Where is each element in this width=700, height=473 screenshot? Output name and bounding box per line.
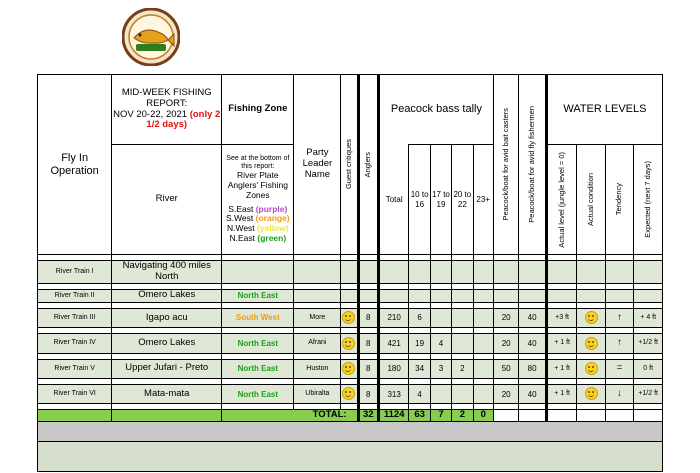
per-boat-bait-header: Peacock/boat for avid bait casters [493,75,518,255]
tally-total [378,289,409,302]
tally-17-19 [430,289,451,302]
party-leader: More [294,308,341,327]
anglers-count: 8 [358,385,378,404]
totals-blank [519,410,546,422]
actual-level: + 1 ft [546,385,577,404]
tally-10-16: 4 [409,385,430,404]
zone-name: North East [222,334,294,353]
water-levels-header: WATER LEVELS [546,75,662,145]
river-name: Navigating 400 miles North [112,261,222,284]
tendency-arrow-icon: ↓ [605,385,633,404]
smiley-icon [585,337,598,350]
tally-10-16 [409,261,430,284]
totals-blank [112,410,222,422]
table-row [38,334,663,353]
expected-header: Expected (next 7 days) [634,145,663,255]
actual-level [546,261,577,284]
actual-condition [577,359,605,378]
anglers-count: 8 [358,334,378,353]
expected-level: + 4 ft [634,308,663,327]
tendency-arrow-icon [605,261,633,284]
tally-20-22: 2 [452,359,473,378]
guest-critique [341,334,358,353]
guest-critique [341,308,358,327]
per-boat-fly: 40 [519,334,546,353]
party-leader [294,289,341,302]
zone-name: North East [222,289,294,302]
table-row [38,385,663,404]
fly-in-header: Fly In Operation [38,75,112,255]
party-leader-header: Party Leader Name [294,75,341,255]
zone-name: North East [222,359,294,378]
guest-critique [341,385,358,404]
tally-20-22 [452,261,473,284]
tally-total: 313 [378,385,409,404]
smiley-icon [342,311,355,324]
tally-10-16: 6 [409,308,430,327]
party-leader: Huston [294,359,341,378]
anglers-header: Anglers [358,75,378,255]
anglers-count: 8 [358,359,378,378]
table-row [38,261,663,284]
anglers-count [358,261,378,284]
tally-20-22 [452,385,473,404]
river-name: Omero Lakes [112,289,222,302]
tally-23-plus [473,289,493,302]
actual-level: + 1 ft [546,334,577,353]
totals-blank [634,410,663,422]
totals-anglers: 32 [358,410,378,422]
actual-level [546,289,577,302]
tally-total: 421 [378,334,409,353]
per-boat-bait: 20 [493,308,518,327]
tally-23-plus [473,334,493,353]
smiley-icon [585,362,598,375]
total-header: Total [378,145,409,255]
size-17-19-header: 17 to 19 [430,145,451,255]
per-boat-fly: 80 [519,359,546,378]
tally-20-22 [452,308,473,327]
per-boat-bait: 20 [493,334,518,353]
party-leader: Afrani [294,334,341,353]
smiley-icon [585,311,598,324]
per-boat-fly [519,261,546,284]
tally-10-16: 34 [409,359,430,378]
tendency-arrow-icon: ↑ [605,334,633,353]
actual-condition [577,334,605,353]
tendency-header: Tendency [605,145,633,255]
tally-total: 180 [378,359,409,378]
train-name: River Train II [38,289,112,302]
river-name: Igapo acu [112,308,222,327]
footer-light-band [38,442,663,472]
guest-critique [341,289,358,302]
actual-level-header: Actual level (jungle level = 0) [546,145,577,255]
per-boat-fly-header: Peacock/boat for avid fly fishermen [519,75,546,255]
size-10-16-header: 10 to 16 [409,145,430,255]
per-boat-fly: 40 [519,385,546,404]
totals-s4: 0 [473,410,493,422]
per-boat-fly [519,289,546,302]
totals-s3: 2 [452,410,473,422]
anglers-count: 8 [358,308,378,327]
report-note: (only 2 1/2 days) [146,108,221,131]
zone-name: North East [222,385,294,404]
actual-condition [577,289,605,302]
report-dates: NOV 20-22, 2021 [113,108,188,120]
zone-name [222,261,294,284]
smiley-icon [585,387,598,400]
guest-critiques-header: Guest critiques [341,75,358,255]
tally-10-16: 19 [409,334,430,353]
tally-17-19: 4 [430,334,451,353]
tally-17-19 [430,385,451,404]
actual-level: + 1 ft [546,359,577,378]
train-name: River Train IV [38,334,112,353]
river-header: River [112,145,222,255]
tally-23-plus [473,359,493,378]
tally-23-plus [473,308,493,327]
smiley-icon [342,337,355,350]
report-title: MID-WEEK FISHING REPORT: [121,86,212,109]
per-boat-fly: 40 [519,308,546,327]
expected-level: +1/2 ft [634,385,663,404]
river-name: Upper Jufari - Preto [112,359,222,378]
river-name: Omero Lakes [112,334,222,353]
per-boat-bait [493,261,518,284]
smiley-icon [342,387,355,400]
per-boat-bait: 50 [493,359,518,378]
smiley-icon [342,362,355,375]
zone-doc: River Plate Anglers' Fishing Zones [227,170,288,200]
totals-total: 1124 [378,410,409,422]
table-row [38,308,663,327]
actual-condition [577,308,605,327]
tally-17-19 [430,308,451,327]
train-name: River Train V [38,359,112,378]
zone-name: South West [222,308,294,327]
zone-list: S.East (purple) S.West (orange) N.West (yellow) N.East (green) [226,203,290,243]
tally-10-16 [409,289,430,302]
zone-legend [222,145,294,255]
tally-23-plus [473,385,493,404]
expected-level: +1/2 ft [634,334,663,353]
party-leader: Ubiralta [294,385,341,404]
tally-20-22 [452,334,473,353]
tally-total [378,261,409,284]
report-title-cell [112,75,222,145]
actual-condition [577,261,605,284]
totals-blank [546,410,577,422]
party-leader [294,261,341,284]
river-name: Mata-mata [112,385,222,404]
guest-critique [341,261,358,284]
tally-header: Peacock bass tally [378,75,493,145]
tendency-arrow-icon: = [605,359,633,378]
per-boat-bait [493,289,518,302]
actual-condition-header: Actual condition [577,145,605,255]
tally-20-22 [452,289,473,302]
totals-blank [493,410,518,422]
expected-level [634,261,663,284]
tendency-arrow-icon: ↑ [605,308,633,327]
totals-blank [38,410,112,422]
table-row [38,359,663,378]
train-name: River Train I [38,261,112,284]
expected-level [634,289,663,302]
footer-gray-band [38,422,663,442]
tendency-arrow-icon [605,289,633,302]
anglers-count [358,289,378,302]
totals-blank [605,410,633,422]
tally-17-19 [430,261,451,284]
totals-s1: 63 [409,410,430,422]
expected-level: 0 ft [634,359,663,378]
size-23-header: 23+ [473,145,493,255]
fishing-zone-header: Fishing Zone [222,75,294,145]
train-name: River Train VI [38,385,112,404]
per-boat-bait: 20 [493,385,518,404]
tally-23-plus [473,261,493,284]
train-name: River Train III [38,308,112,327]
tally-17-19: 3 [430,359,451,378]
guest-critique [341,359,358,378]
actual-condition [577,385,605,404]
totals-blank [577,410,605,422]
size-20-22-header: 20 to 22 [452,145,473,255]
actual-level: +3 ft [546,308,577,327]
fishing-report-table [37,74,663,472]
river-plate-logo [122,8,180,66]
tally-total: 210 [378,308,409,327]
table-row [38,289,663,302]
totals-label: TOTAL: [222,410,358,422]
totals-s2: 7 [430,410,451,422]
zone-note: See at the bottom of this report: [226,155,290,171]
